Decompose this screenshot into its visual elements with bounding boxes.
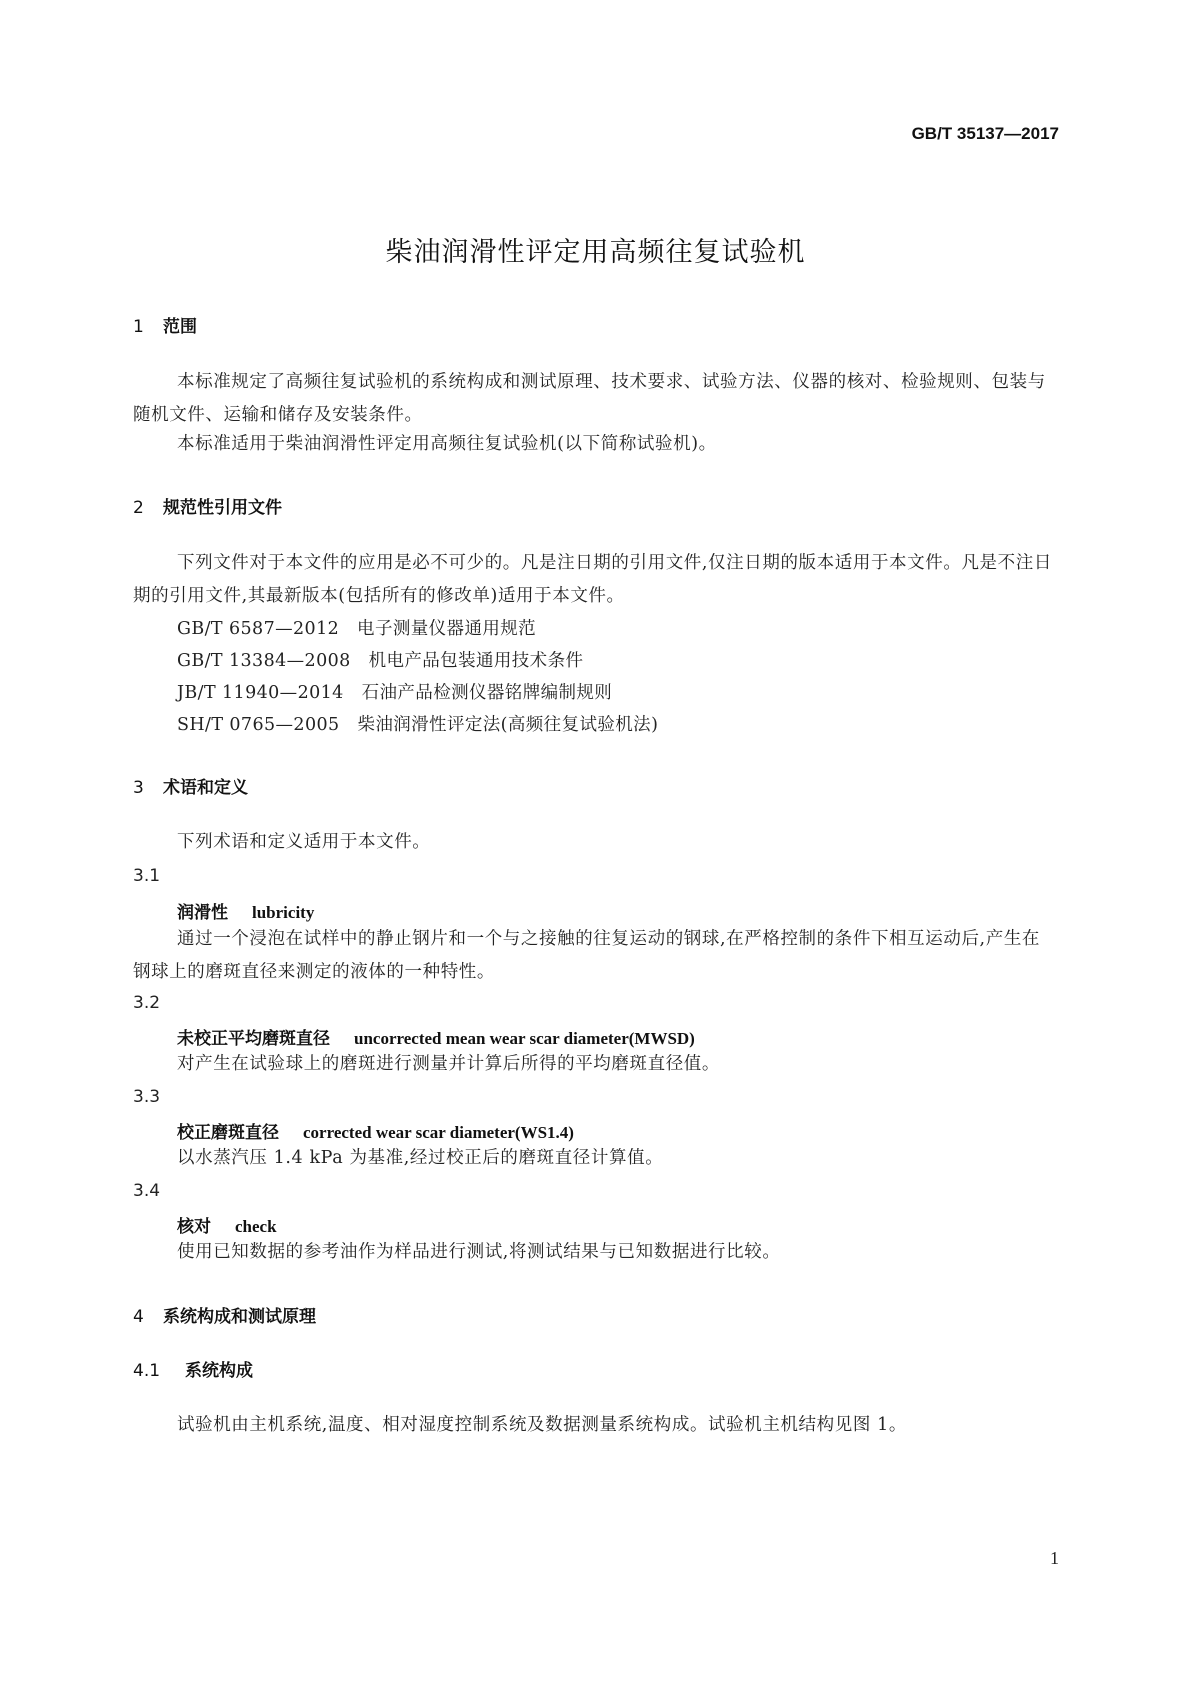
reference-item: [177, 679, 612, 704]
reference-title: 电子测量仪器通用规范: [357, 619, 537, 639]
page-number: 1: [1050, 1548, 1059, 1568]
section-title: 规范性引用文件: [163, 498, 282, 518]
section-number: 3: [133, 778, 144, 798]
section-4-heading: [133, 1302, 316, 1327]
section-3-heading: [133, 773, 248, 798]
section-number: 4: [133, 1307, 144, 1327]
term-number: 3.4: [133, 1181, 161, 1201]
reference-title: 柴油润滑性评定法(高频往复试验机法): [357, 715, 659, 735]
reference-item: [177, 711, 658, 736]
term-zh: 未校正平均磨斑直径: [177, 1029, 330, 1049]
term-definition: 通过一个浸泡在试样中的静止钢片和一个与之接触的往复运动的钢球,在严格控制的条件下相互运动后,产生在钢球上的磨斑直径来测定的液体的一种特性。: [133, 929, 1041, 982]
term-number: 3.1: [133, 866, 161, 886]
section-number: 1: [133, 317, 144, 337]
section-title: 术语和定义: [163, 778, 248, 798]
term-heading: [177, 1118, 574, 1143]
reference-item: [177, 615, 536, 640]
term-zh: 校正磨斑直径: [177, 1123, 279, 1143]
reference-code: GB/T 6587—2012: [177, 619, 340, 639]
reference-title: 石油产品检测仪器铭牌编制规则: [361, 683, 613, 703]
section-1-paragraph-1: 本标准规定了高频往复试验机的系统构成和测试原理、技术要求、试验方法、仪器的核对、检验规则、包装与随机文件、运输和储存及安装条件。: [133, 372, 1046, 425]
subsection-4-1-paragraph: 试验机由主机系统,温度、相对湿度控制系统及数据测量系统构成。试验机主机结构见图 1。: [177, 1415, 907, 1435]
section-number: 2: [133, 498, 144, 518]
term-en: corrected wear scar diameter(WS1.4): [303, 1123, 574, 1142]
section-1-heading: [133, 312, 197, 337]
section-title: 系统构成和测试原理: [163, 1307, 316, 1327]
reference-code: GB/T 13384—2008: [177, 651, 351, 671]
document-title: 柴油润滑性评定用高频往复试验机: [385, 237, 806, 268]
term-definition: 对产生在试验球上的磨斑进行测量并计算后所得的平均磨斑直径值。: [177, 1054, 720, 1074]
term-definition: 以水蒸汽压 1.4 kPa 为基准,经过校正后的磨斑直径计算值。: [177, 1148, 664, 1168]
term-heading: [177, 1212, 277, 1237]
reference-code: SH/T 0765—2005: [177, 715, 340, 735]
reference-item: [177, 647, 583, 672]
term-heading: [177, 1024, 695, 1049]
term-en: lubricity: [252, 903, 315, 922]
term-number: 3.3: [133, 1087, 161, 1107]
term-number: 3.2: [133, 993, 161, 1013]
reference-code: JB/T 11940—2014: [177, 683, 344, 703]
standard-code: GB/T 35137—2017: [911, 124, 1059, 143]
subsection-title: 系统构成: [185, 1361, 253, 1381]
section-1-paragraph-2: 本标准适用于柴油润滑性评定用高频往复试验机(以下简称试验机)。: [177, 434, 717, 454]
subsection-4-1-heading: [133, 1356, 253, 1381]
section-3-intro: 下列术语和定义适用于本文件。: [177, 832, 431, 852]
section-title: 范围: [163, 317, 197, 337]
term-definition: 使用已知数据的参考油作为样品进行测试,将测试结果与已知数据进行比较。: [177, 1242, 781, 1262]
term-en: check: [235, 1217, 277, 1236]
section-2-intro: 下列文件对于本文件的应用是必不可少的。凡是注日期的引用文件,仅注日期的版本适用于本文件。凡是不注日期的引用文件,其最新版本(包括所有的修改单)适用于本文件。: [133, 553, 1052, 606]
reference-title: 机电产品包装通用技术条件: [368, 651, 584, 671]
term-zh: 核对: [177, 1217, 211, 1237]
term-en: uncorrected mean wear scar diameter(MWSD): [354, 1029, 695, 1048]
term-zh: 润滑性: [177, 903, 228, 923]
section-2-heading: [133, 493, 282, 518]
term-heading: [177, 898, 314, 923]
subsection-number: 4.1: [133, 1361, 161, 1381]
